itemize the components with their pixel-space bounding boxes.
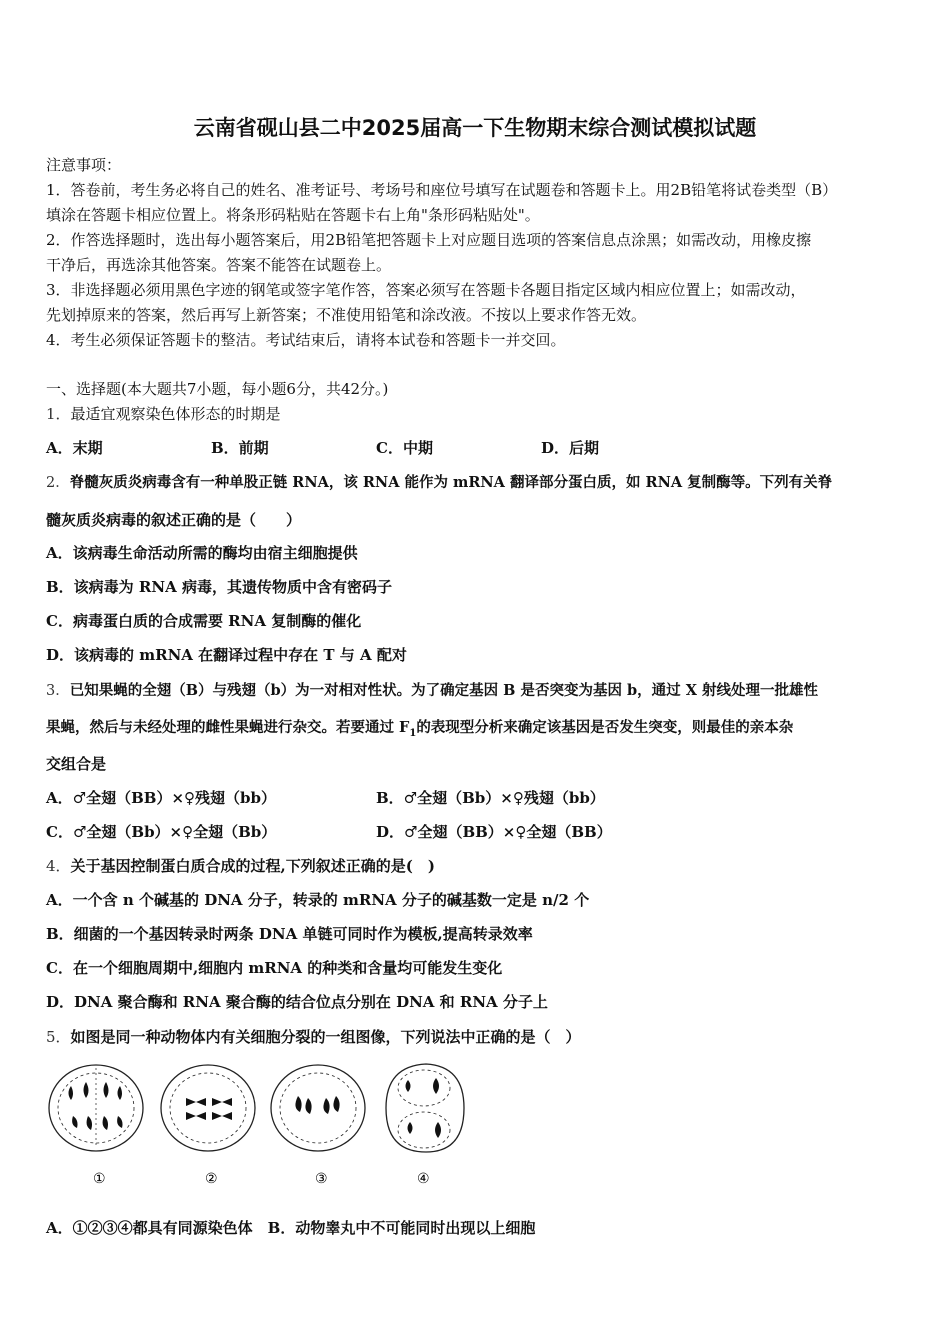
question-number: 1． [46, 405, 71, 423]
q4-option-a: A．一个含 n 个碱基的 DNA 分子，转录的 mRNA 分子的碱基数一定是 n/2 个 [46, 891, 590, 909]
question-5-stem [46, 1026, 581, 1047]
section-heading: 一、选择题(本大题共7小题，每小题6分，共42分。) [46, 380, 389, 398]
q3-option-d: D．♂全翅（BB）×♀全翅（BB） [376, 823, 612, 841]
figure-label-2: ② [205, 1171, 218, 1187]
q4-option-c: C．在一个细胞周期中,细胞内 mRNA 的种类和含量均可能发生变化 [46, 959, 503, 977]
notice-line: 2．作答选择题时，选出每小题答案后，用2B铅笔把答题卡上对应题目选项的答案信息点涂黑；如需改动，用橡皮擦 [46, 231, 812, 249]
cell-3-image [271, 1065, 365, 1151]
notice-line: 干净后，再选涂其他答案。答案不能答在试题卷上。 [46, 256, 392, 274]
cell-1-image [49, 1065, 143, 1151]
question-text: 的表现型分析来确定该基因是否发生突变，则最佳的亲本杂 [416, 719, 794, 736]
question-3-stem-cont [46, 716, 793, 739]
q3-option-b: B．♂全翅（Bb）×♀残翅（bb） [376, 789, 605, 807]
question-3-stem [46, 679, 818, 700]
question-text: 果蝇，然后与未经处理的雌性果蝇进行杂交。若要通过 F [46, 719, 410, 736]
cell-2-image [161, 1065, 255, 1151]
question-text: 关于基因控制蛋白质合成的过程,下列叙述正确的是( ) [70, 857, 435, 875]
q1-option-b: B．前期 [211, 439, 269, 457]
page-title: 云南省砚山县二中2025届高一下生物期末综合测试模拟试题 [193, 116, 757, 140]
question-text: 脊髓灰质炎病毒含有一种单股正链 RNA，该 RNA 能作为 mRNA 翻译部分蛋白质，如 RNA 复制酶等。下列有关脊 [69, 474, 833, 491]
q4-option-d: D．DNA 聚合酶和 RNA 聚合酶的结合位点分别在 DNA 和 RNA 分子上 [46, 993, 548, 1011]
question-number: 5． [46, 1028, 71, 1046]
q3-option-c: C．♂全翅（Bb）×♀全翅（Bb） [46, 823, 277, 841]
q1-option-d: D．后期 [541, 439, 600, 457]
q2-option-c: C．病毒蛋白质的合成需要 RNA 复制酶的催化 [46, 612, 362, 630]
notice-line: 1．答卷前，考生务必将自己的姓名、准考证号、考场号和座位号填写在试题卷和答题卡上。用2B铅笔将试卷类型（B） [46, 181, 838, 199]
notice-line: 先划掉原来的答案，然后再写上新答案；不准使用铅笔和涂改液。不按以上要求作答无效。 [46, 306, 647, 324]
q1-option-a: A．末期 [46, 439, 103, 457]
q2-option-b: B．该病毒为 RNA 病毒，其遗传物质中含有密码子 [46, 578, 392, 596]
notice-heading: 注意事项： [46, 156, 122, 174]
q2-option-a: A．该病毒生命活动所需的酶均由宿主细胞提供 [46, 544, 358, 562]
q1-option-c: C．中期 [376, 439, 433, 457]
notice-line: 4．考生必须保证答题卡的整洁。考试结束后，请将本试卷和答题卡一并交回。 [46, 331, 566, 349]
notice-line: 3．非选择题必须用黑色字迹的钢笔或签字笔作答，答案必须写在答题卡各题目指定区域内相应位置上；如需改动， [46, 281, 806, 299]
cell-4-image [386, 1064, 464, 1152]
question-text: 如图是同一种动物体内有关细胞分裂的一组图像，下列说法中正确的是（ ） [70, 1028, 581, 1046]
question-number: 3． [46, 683, 70, 699]
question-4-stem [46, 855, 435, 876]
question-number: 4． [46, 857, 71, 875]
question-text: 已知果蝇的全翅（B）与残翅（b）为一对相对性状。为了确定基因 B 是否突变为基因 b，通过 X 射线处理一批雄性 [69, 682, 819, 699]
figure-label-3: ③ [315, 1171, 328, 1187]
question-text: 最适宜观察染色体形态的时期是 [70, 405, 281, 423]
cell-division-figure [46, 1058, 466, 1194]
q2-option-d: D．该病毒的 mRNA 在翻译过程中存在 T 与 A 配对 [46, 646, 407, 664]
figure-label-1: ① [93, 1171, 106, 1187]
q5-options-ab: A．①②③④都具有同源染色体 B．动物睾丸中不可能同时出现以上细胞 [46, 1219, 536, 1237]
question-number: 2． [46, 475, 70, 491]
question-2-stem [46, 471, 832, 492]
q4-option-b: B．细菌的一个基因转录时两条 DNA 单链可同时作为模板,提高转录效率 [46, 925, 533, 943]
question-3-stem-end: 交组合是 [46, 755, 107, 773]
q3-option-a: A．♂全翅（BB）×♀残翅（bb） [46, 789, 276, 807]
question-1-stem [46, 403, 281, 424]
subscript: 1 [409, 727, 417, 739]
figure-label-4: ④ [417, 1171, 430, 1187]
notice-line: 填涂在答题卡相应位置上。将条形码粘贴在答题卡右上角"条形码粘贴处"。 [46, 206, 540, 224]
question-2-stem-cont: 髓灰质炎病毒的叙述正确的是（ ） [46, 511, 302, 529]
